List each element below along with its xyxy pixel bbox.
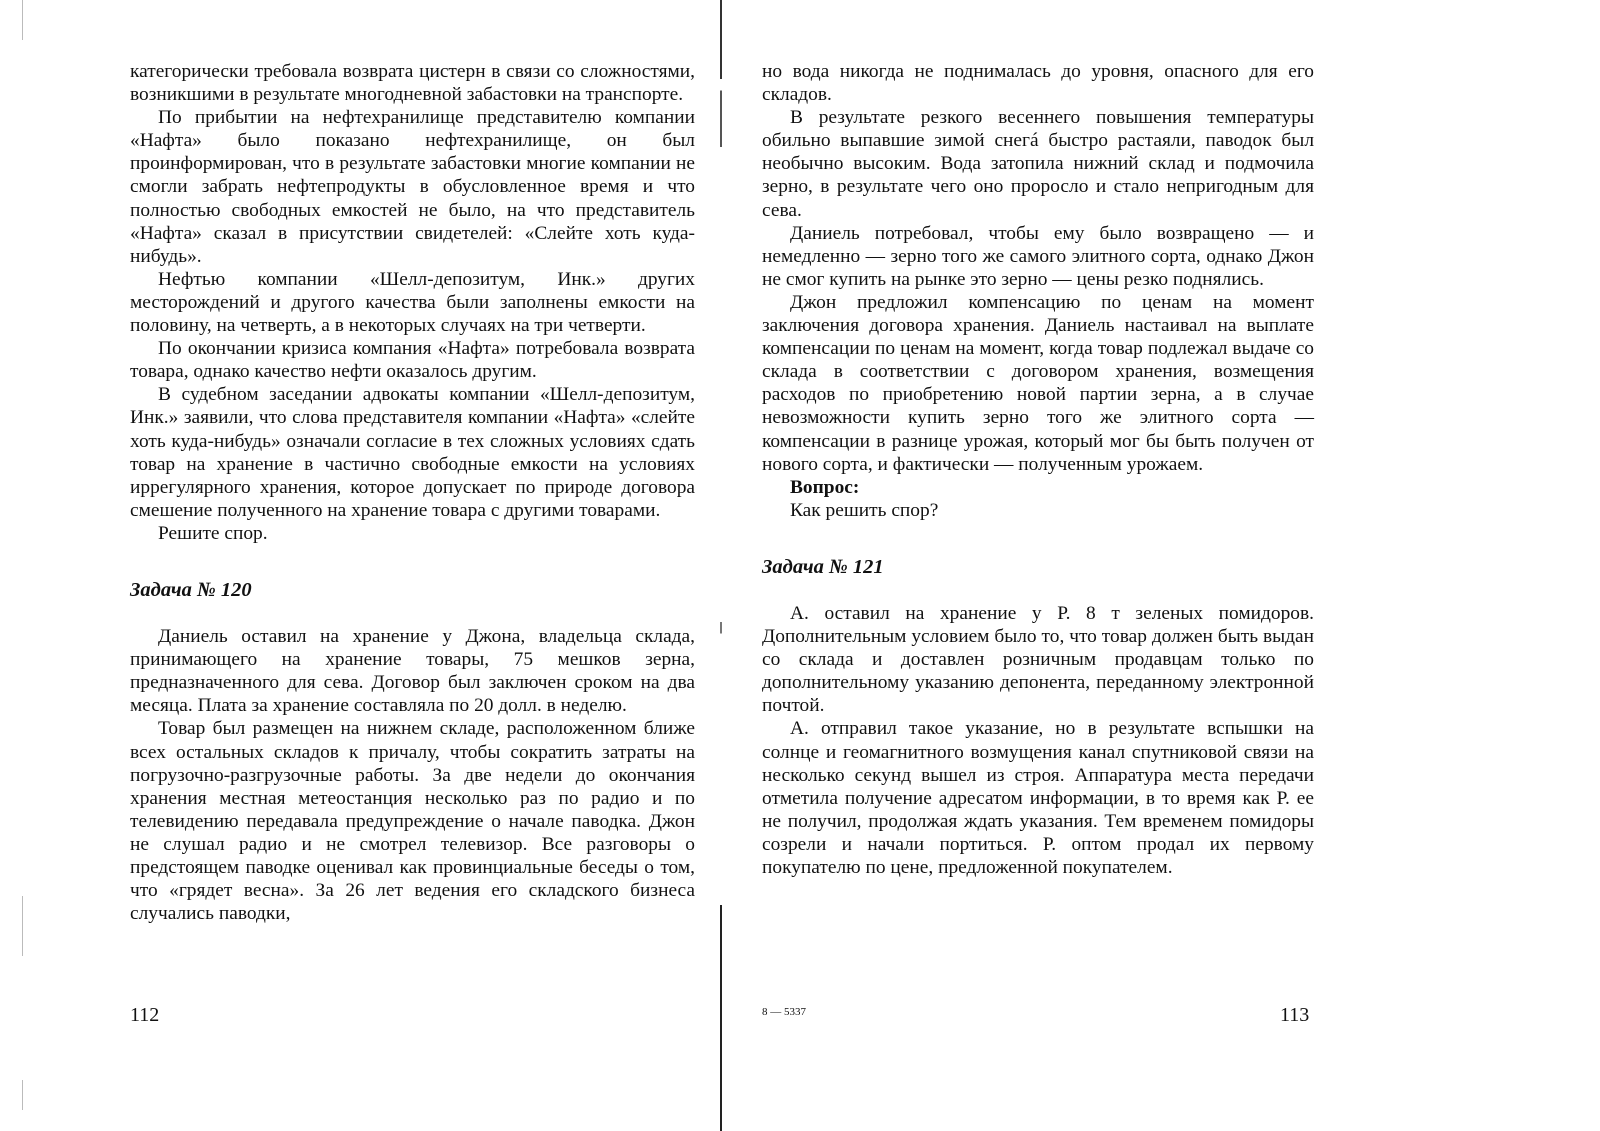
task-120-title: Задача № 120 bbox=[130, 578, 252, 601]
scan-edge-mark bbox=[22, 1080, 23, 1110]
printer-signature: 8 — 5337 bbox=[762, 1006, 806, 1018]
paragraph: По окончании кризиса компания «Нафта» потребовала возврата товара, однако качество нефти оказалось другим. bbox=[130, 338, 695, 383]
paragraph: Даниель оставил на хранение у Джона, владельца склада, принимающего на хранение товары, 75 мешков зерна, предназначенного для сева. Договор был заключен сроком на два месяца. Плата за хранение составляла по 20 долл. в неделю. bbox=[130, 626, 695, 717]
paragraph: Нефтью компании «Шелл-депозитум, Инк.» других месторождений и другого качества были заполнены емкости на половину, на четверть, а в некоторых случаях на три четверти. bbox=[130, 268, 695, 337]
paragraph: Решите спор. bbox=[158, 522, 268, 544]
page-number-right: 113 bbox=[1280, 1004, 1310, 1026]
question-text: Как решить спор? bbox=[790, 499, 939, 521]
paragraph: Джон предложил компенсацию по ценам на момент заключения договора хранения. Даниель настаивал на выплате компенсации по ценам на момент, когда товар подлежал выдаче со склада в соответствии с договором хранения, возмещения расходов по приобретению новой партии зерна, а в случае невозможности купить зерно того же элитного сорта — компенсации в разнице урожая, который мог бы быть получен от нового сорта, и фактически — полученным урожаем. bbox=[762, 291, 1314, 475]
paragraph: Товар был размещен на нижнем складе, расположенном ближе всех остальных складов к причалу, чтобы сократить затраты на погрузочно-разгрузочные работы. За две недели до окончания хранения местная метеостанция несколько раз по радио и по телевидению передавала предупреждение о начале паводка. Джон не слушал радио и не смотрел телевизор. Все разговоры о предстоящем паводке оценивал как провинциальные беседы о том, что «грядет весна». За 26 лет ведения его складского бизнеса случались паводки, bbox=[130, 718, 695, 925]
scan-edge-mark bbox=[22, 0, 23, 40]
paragraph: Даниель потребовал, чтобы ему было возвращено — и немедленно — зерно того же самого элитного сорта, однако Джон не смог купить на рынке это зерно — цены резко поднялись. bbox=[762, 222, 1314, 290]
paragraph: А. оставил на хранение у Р. 8 т зеленых помидоров. Дополнительным условием было то, что товар должен быть выдан со склада и доставлен розничным продавцам только по дополнительному указанию депонента, переданному электронной почтой. bbox=[762, 602, 1314, 717]
paragraph: категорически требовала возврата цистерн в связи со сложностями, возникшими в результате многодневной забастовки на транспорте. bbox=[130, 61, 695, 106]
paragraph: В судебном заседании адвокаты компании «Шелл-депозитум, Инк.» заявили, что слова представителя компании «Нафта» «слейте хоть куда-нибудь» означали согласие в тех сложных условиях сдать товар на хранение в частично свободные емкости на условиях иррегулярного хранения, которое допускает по природе договора смешение полученного на хранение товара с другими товарами. bbox=[130, 384, 695, 521]
book-spine-fold bbox=[720, 0, 722, 1131]
right-page bbox=[762, 60, 1314, 1091]
page-number-left: 112 bbox=[130, 1004, 160, 1026]
left-page bbox=[130, 60, 695, 1091]
task-121-title: Задача № 121 bbox=[762, 555, 884, 578]
scan-edge-mark bbox=[22, 896, 23, 956]
paragraph: А. отправил такое указание, но в результате вспышки на солнце и геомагнитного возмущения канал спутниковой связи на несколько секунд вышел из строя. Аппаратура места передачи отметила получение адресатом информации, в то время как Р. ее не получил, продолжая ждать указания. Тем временем помидоры созрели и начали портиться. Р. оптом продал их первому покупателю по цене, предложенной покупателем. bbox=[762, 718, 1314, 878]
question-label: Вопрос: bbox=[790, 476, 860, 498]
paragraph: По прибытии на нефтехранилище представителю компании «Нафта» было показано нефтехранилище, он был проинформирован, что в результате забастовки многие компании не смогли забрать нефтепродукты в обусловленное время и что полностью свободных емкостей не было, на что представитель «Нафта» сказал в присутствии свидетелей: «Слейте хоть куда-нибудь». bbox=[130, 107, 695, 267]
paragraph: В результате резкого весеннего повышения температуры обильно выпавшие зимой снегá быстро растаяли, паводок был необычно высоким. Вода затопила нижний склад и подмочила зерно, в результате чего оно проросло и стало непригодным для сева. bbox=[762, 107, 1314, 221]
paragraph: но вода никогда не поднималась до уровня, опасного для его складов. bbox=[762, 61, 1314, 106]
